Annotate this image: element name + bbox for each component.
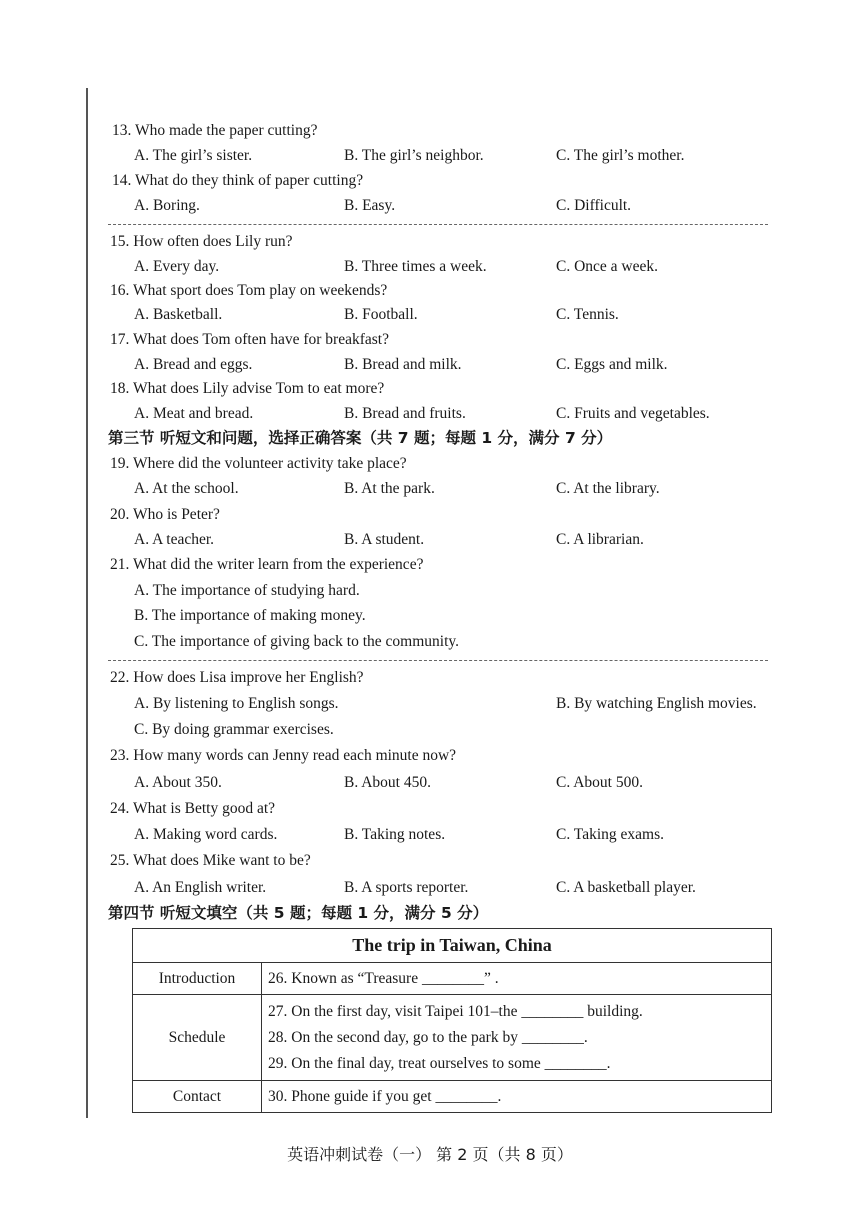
option-18a: A. Meat and bread. (134, 405, 254, 422)
question-20: 20. Who is Peter? (110, 506, 220, 523)
binding-margin-line (86, 88, 88, 1118)
option-14c: C. Difficult. (556, 197, 632, 214)
option-18b: B. Bread and fruits. (344, 405, 466, 422)
option-16a: A. Basketball. (134, 306, 223, 323)
contact-cell (262, 1081, 772, 1113)
item-27: 27. On the first day, visit Taipei 101–the ________ building. (268, 1002, 643, 1020)
option-23a: A. About 350. (134, 774, 222, 791)
option-16b: B. Football. (344, 306, 418, 323)
cut-divider-1 (108, 224, 768, 225)
option-19a: A. At the school. (134, 480, 239, 497)
page-footer: 英语冲刺试卷（一） 第 2 页（共 8 页） (287, 1145, 573, 1164)
introduction-label: Introduction (133, 963, 262, 995)
option-21a: A. The importance of studying hard. (134, 582, 360, 599)
option-22b: B. By watching English movies. (556, 695, 757, 712)
option-21c: C. The importance of giving back to the community. (134, 633, 460, 650)
option-24b: B. Taking notes. (344, 826, 446, 843)
option-14a: A. Boring. (134, 197, 200, 214)
question-22: 22. How does Lisa improve her English? (110, 669, 364, 686)
option-22a: A. By listening to English songs. (134, 695, 339, 712)
option-15c: C. Once a week. (556, 258, 658, 275)
option-17b: B. Bread and milk. (344, 356, 462, 373)
item-28: 28. On the second day, go to the park by ________. (268, 1028, 588, 1046)
trip-fill-in-table (132, 928, 772, 1113)
option-19c: C. At the library. (556, 480, 660, 497)
option-23c: C. About 500. (556, 774, 643, 791)
option-13b: B. The girl’s neighbor. (344, 147, 484, 164)
option-15a: A. Every day. (134, 258, 220, 275)
option-21b: B. The importance of making money. (134, 607, 366, 624)
option-25a: A. An English writer. (134, 879, 267, 896)
option-20c: C. A librarian. (556, 531, 644, 548)
item-30: 30. Phone guide if you get ________. (268, 1087, 502, 1105)
question-13: 13. Who made the paper cutting? (112, 122, 318, 139)
schedule-label: Schedule (133, 995, 262, 1081)
option-25c: C. A basketball player. (556, 879, 696, 896)
question-25: 25. What does Mike want to be? (110, 852, 311, 869)
section-4-heading: 第四节 听短文填空（共 5 题；每题 1 分，满分 5 分） (108, 904, 489, 922)
question-23: 23. How many words can Jenny read each minute now? (110, 747, 457, 764)
option-14b: B. Easy. (344, 197, 396, 214)
question-15: 15. How often does Lily run? (110, 233, 293, 250)
option-23b: B. About 450. (344, 774, 431, 791)
option-16c: C. Tennis. (556, 306, 619, 323)
introduction-cell (262, 963, 772, 995)
item-26: 26. Known as “Treasure ________” . (268, 969, 499, 987)
option-22c: C. By doing grammar exercises. (134, 721, 334, 738)
question-19: 19. Where did the volunteer activity take place? (110, 455, 407, 472)
option-18c: C. Fruits and vegetables. (556, 405, 710, 422)
option-24a: A. Making word cards. (134, 826, 278, 843)
option-15b: B. Three times a week. (344, 258, 487, 275)
option-24c: C. Taking exams. (556, 826, 664, 843)
option-20a: A. A teacher. (134, 531, 215, 548)
question-24: 24. What is Betty good at? (110, 800, 276, 817)
option-20b: B. A student. (344, 531, 425, 548)
option-13a: A. The girl’s sister. (134, 147, 253, 164)
option-25b: B. A sports reporter. (344, 879, 469, 896)
question-16: 16. What sport does Tom play on weekends? (110, 282, 388, 299)
section-3-heading: 第三节 听短文和问题，选择正确答案（共 7 题；每题 1 分，满分 7 分） (108, 429, 613, 447)
option-17a: A. Bread and eggs. (134, 356, 253, 373)
question-17: 17. What does Tom often have for breakfast? (110, 331, 389, 348)
contact-label: Contact (133, 1081, 262, 1113)
option-19b: B. At the park. (344, 480, 435, 497)
option-13c: C. The girl’s mother. (556, 147, 685, 164)
cut-divider-2 (108, 660, 768, 661)
question-21: 21. What did the writer learn from the experience? (110, 556, 424, 573)
question-14: 14. What do they think of paper cutting? (112, 172, 364, 189)
schedule-cell (262, 995, 772, 1081)
question-18: 18. What does Lily advise Tom to eat more? (110, 380, 385, 397)
option-17c: C. Eggs and milk. (556, 356, 668, 373)
table-title: The trip in Taiwan, China (133, 929, 772, 963)
item-29: 29. On the final day, treat ourselves to some ________. (268, 1054, 611, 1072)
